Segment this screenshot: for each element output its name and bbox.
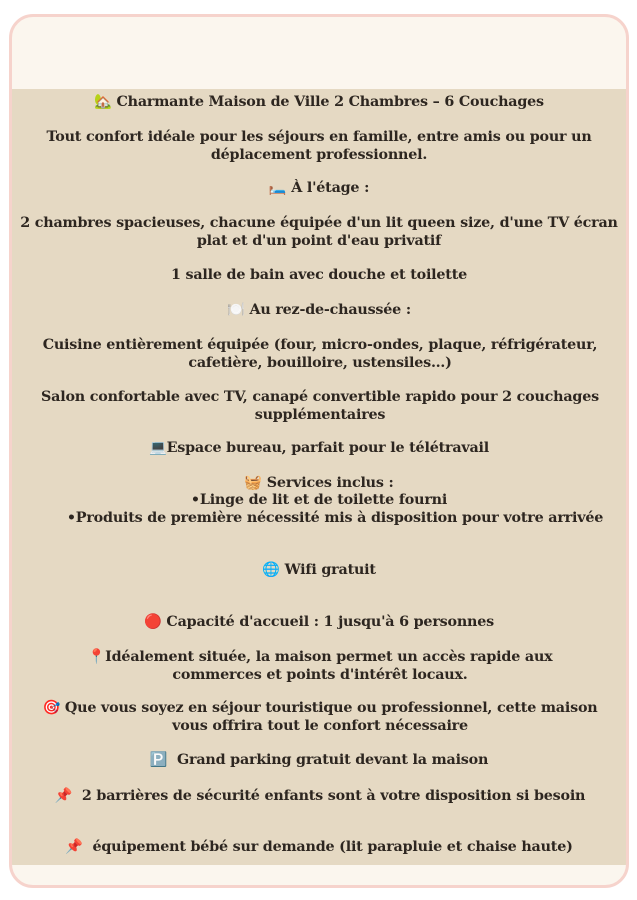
office-line	[4, 440, 634, 458]
services-item: •Produits de première nécessité mis à disposition pour votre arrivée	[66, 510, 604, 526]
location-text: Idéalement située, la maison permet un accès rapide aux commerces et points d'intérêt locaux.	[105, 649, 553, 683]
purpose-text: Que vous soyez en séjour touristique ou professionnel, cette maison vous offrira tout le confort nécessaire	[64, 700, 598, 734]
title-text: Charmante Maison de Ville 2 Chambres – 6 Couchages	[116, 94, 544, 110]
basket-icon: 🧺	[244, 475, 263, 491]
listing-title	[4, 94, 634, 112]
heading-text: Services inclus :	[266, 475, 394, 491]
capacity-line	[4, 614, 634, 632]
location-line	[50, 649, 590, 684]
office-text: Espace bureau, parfait pour le télétravail	[166, 440, 490, 456]
intro-text: Tout confort idéale pour les séjours en famille, entre amis ou pour un déplacement professionnel.	[46, 129, 592, 163]
barriers-text: 2 barrières de sécurité enfants sont à votre disposition si besoin	[81, 788, 586, 804]
heading-text: Au rez-de-chaussée :	[249, 302, 411, 318]
pin-icon: 📍	[87, 649, 106, 665]
heading-text: À l'étage :	[291, 180, 370, 196]
parking-icon: 🅿️	[149, 752, 168, 768]
upstairs-item: 2 chambres spacieuses, chacune équipée d'un lit queen size, d'une TV écran plat et d'un point d'eau privatif	[20, 215, 618, 249]
barriers-line	[30, 788, 610, 806]
wifi-line	[4, 562, 634, 580]
parking-line	[4, 752, 634, 770]
purpose-line	[25, 700, 615, 735]
bed-icon: 🛏️	[268, 180, 287, 196]
baby-line	[4, 839, 634, 857]
groundfloor-item: Cuisine entièrement équipée (four, micro-ondes, plaque, réfrigérateur, cafetière, bouilloire, ustensiles…)	[42, 337, 598, 371]
target-icon: 🎯	[42, 700, 61, 716]
services-item: •Linge de lit et de toilette fourni	[190, 492, 448, 508]
globe-icon: 🌐	[262, 562, 280, 578]
red-circle-icon: 🔴	[144, 614, 162, 630]
plate-icon: 🍽️	[227, 302, 245, 318]
groundfloor-heading	[4, 302, 634, 320]
wifi-text: Wifi gratuit	[284, 562, 376, 578]
pushpin-icon: 📌	[65, 839, 83, 855]
baby-text: équipement bébé sur demande (lit parapluie et chaise haute)	[92, 839, 573, 855]
upstairs-item: 1 salle de bain avec douche et toilette	[170, 267, 468, 283]
upstairs-heading	[4, 180, 634, 198]
groundfloor-item: Salon confortable avec TV, canapé convertible rapido pour 2 couchages supplémentaires	[41, 389, 599, 423]
laptop-icon: 💻	[148, 440, 167, 456]
services-heading	[4, 475, 634, 493]
pushpin-icon: 📌	[54, 788, 73, 804]
capacity-text: Capacité d'accueil : 1 jusqu'à 6 personnes	[166, 614, 494, 630]
parking-text: Grand parking gratuit devant la maison	[176, 752, 489, 768]
house-icon: 🏡	[94, 94, 112, 110]
